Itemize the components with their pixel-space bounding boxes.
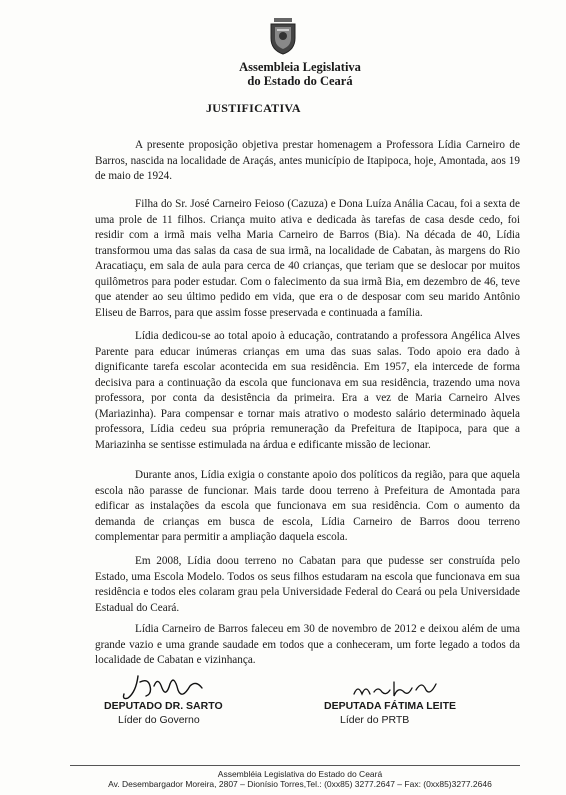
footer-divider: [70, 765, 520, 766]
paragraph-2: Filha do Sr. José Carneiro Feioso (Cazuza) e Dona Luíza Anália Cacau, foi a sexta de uma prole de 11 filhos. Criança muito ativa e dedicada às tarefas de casa desde cedo, foi residir com a irmã mais velha Maria Carneiro de Barros (Bia). Na década de 40, Lídia transformou uma das salas da casa de sua irmã, na localidade de Cabatan, às margens do Rio Aracatiaçu, em sala de aula para cerca de 40 crianças, que teriam que se deslocar por muitos quilômetros para poder estudar. Com o falecimento da sua irmã Bia, em dezembro de 46, teve que atender ao seu último pedido em vida, que era o de desposar com seu marido Antônio Eliseu de Barros, para que assim fosse preservada e continuada a família.: [95, 198, 520, 319]
organization-name: [215, 60, 385, 88]
signature-right-name: DEPUTADA FÁTIMA LEITE: [324, 700, 457, 712]
signature-right: [324, 699, 456, 727]
paragraph-5: Em 2008, Lídia doou terreno no Cabatan para que pudesse ser construída pelo Estado, uma Escola Modelo. Todos os seus filhos estudaram na escola que funcionava em sua residência e todos eles colaram grau pela Universidade Federal do Ceará ou pela Universidade Estadual do Ceará.: [95, 555, 520, 614]
organization-line-2: do Estado do Ceará: [247, 74, 353, 88]
organization-line-1: Assembleia Legislativa: [239, 60, 361, 74]
signature-right-role: Líder do PRTB: [340, 714, 410, 726]
document-title: JUSTIFICATIVA: [206, 101, 301, 115]
footer: [60, 769, 540, 789]
paragraph-1: A presente proposição objetiva prestar homenagem a Professora Lídia Carneiro de Barros, nascida na localidade de Araçás, antes município de Itapipoca, hoje, Amontada, aos 19 de maio de 1924.: [95, 139, 520, 182]
paragraph-3: Lídia dedicou-se ao total apoio à educação, contratando a professora Angélica Alves Parente para educar inúmeras crianças em uma das suas salas. Todo apoio era dado à dignificante tarefa escolar acontecida em sua residência. Em 1957, ela intercede de forma decisiva para a continuação da escola que funcionava em sua residência, trazendo uma nova professora, por conta da desistência da primeira. Era a vez de Maria Carneiro Alves (Mariazinha). Para compensar e tornar mais atrativo o modesto salário determinado àquela professora, Lídia cedeu sua própria remuneração da Prefeitura de Itapipoca, para que a Mariazinha se sentisse estimulada na árdua e edificante missão de lecionar.: [95, 330, 520, 451]
footer-line-1: Assembléia Legislativa do Estado do Ceará: [217, 769, 383, 779]
paragraph-6: Lídia Carneiro de Barros faleceu em 30 de novembro de 2012 e deixou além de uma grande vazio e uma grande saudade em todos que a conheceram, um forte legado a todos da localidade de Cabatan e vizinhança.: [95, 623, 520, 666]
footer-line-2: Av. Desembargador Moreira, 2807 – Dionísio Torres,Tel.: (0xx85) 3277.2647 – Fax: (0xx85)3277.2646: [108, 779, 492, 789]
signature-left-role: Líder do Governo: [118, 714, 200, 726]
state-coat-of-arms-icon: [268, 16, 298, 56]
paragraph-4: Durante anos, Lídia exigia o constante apoio dos políticos da região, para que aquela escola não parasse de funcionar. Mais tarde doou terreno à Prefeitura de Amontada para edificar as instalações da escola que funcionava em sua residência. Com o aumento da demanda de crianças em busca de escola, Lídia Carneiro de Barros doou terreno complementar para permitir a ampliação daquela escola.: [95, 469, 520, 543]
signature-left-name: DEPUTADO DR. SARTO: [104, 700, 223, 712]
signature-left: [104, 699, 223, 727]
